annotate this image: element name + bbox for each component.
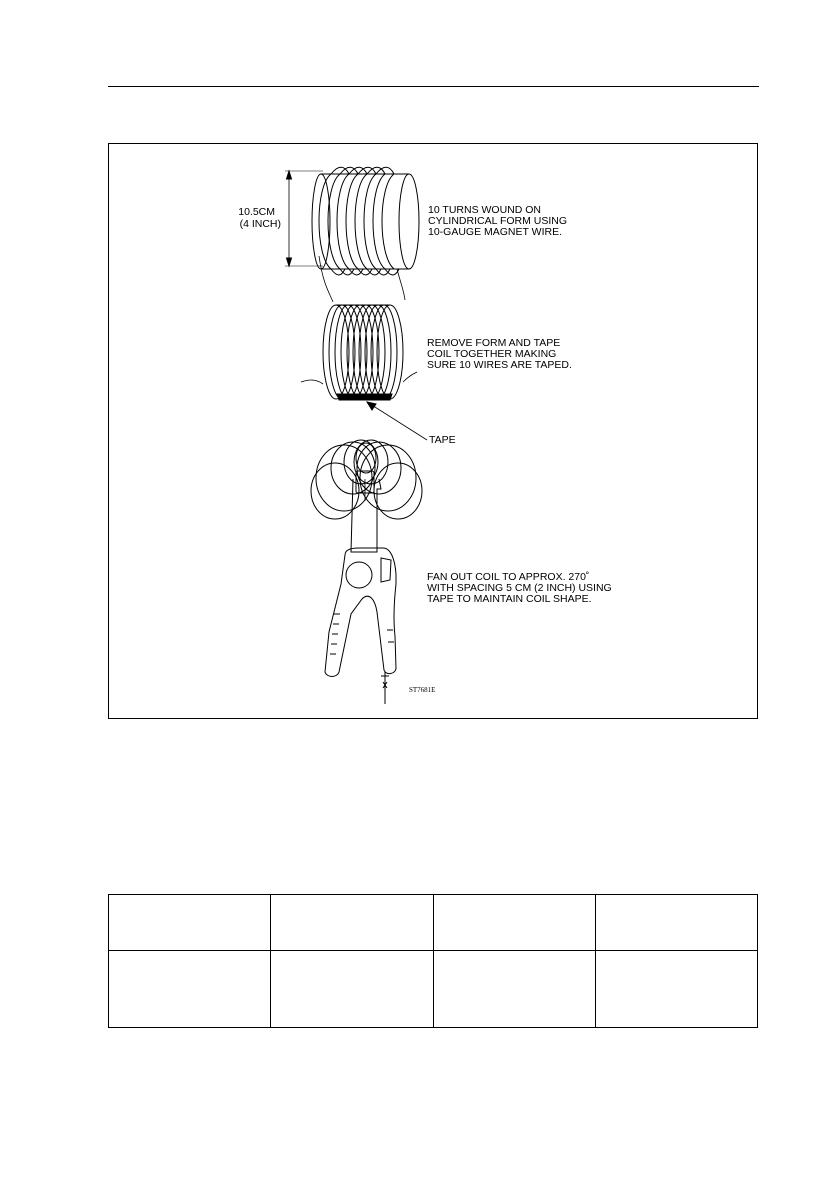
- spec-table: [108, 894, 758, 1028]
- step3-text-line3: TAPE TO MAINTAIN COIL SHAPE.: [427, 593, 592, 605]
- table-cell: [595, 895, 757, 951]
- dimension-label-1: 10.5CM: [238, 206, 275, 218]
- step2-text-line2: COIL TOGETHER MAKING: [427, 348, 557, 360]
- table-cell: [433, 895, 595, 951]
- header-rule: [108, 86, 759, 87]
- step3-text-line1: FAN OUT COIL TO APPROX. 270˚: [427, 571, 590, 583]
- step3-text-line2: WITH SPACING 5 CM (2 INCH) USING: [427, 582, 612, 594]
- table-cell: [433, 951, 595, 1028]
- figure-code: ST7681E: [409, 686, 436, 694]
- step1-text-line1: 10 TURNS WOUND ON: [428, 204, 541, 216]
- table-row: [109, 895, 758, 951]
- dimension-label-2: (4 INCH): [239, 218, 281, 230]
- fanned-coil-on-clamp-illustration: [311, 440, 422, 704]
- taped-coil-illustration: [301, 305, 427, 440]
- step2-text-line3: SURE 10 WIRES ARE TAPED.: [427, 359, 572, 371]
- step2-text-line1: REMOVE FORM AND TAPE: [427, 337, 561, 349]
- figure-frame: [108, 143, 758, 719]
- step1-text-line3: 10-GAUGE MAGNET WIRE.: [428, 226, 562, 238]
- coil-on-form-illustration: [285, 167, 419, 302]
- step1-text-line2: CYLINDRICAL FORM USING: [428, 215, 568, 227]
- table-row: [109, 951, 758, 1028]
- coil-figure: [109, 144, 759, 720]
- table-cell: [271, 951, 433, 1028]
- table-cell: [595, 951, 757, 1028]
- tape-label: TAPE: [429, 434, 456, 446]
- table-cell: [109, 895, 271, 951]
- table-cell: [109, 951, 271, 1028]
- table-cell: [271, 895, 433, 951]
